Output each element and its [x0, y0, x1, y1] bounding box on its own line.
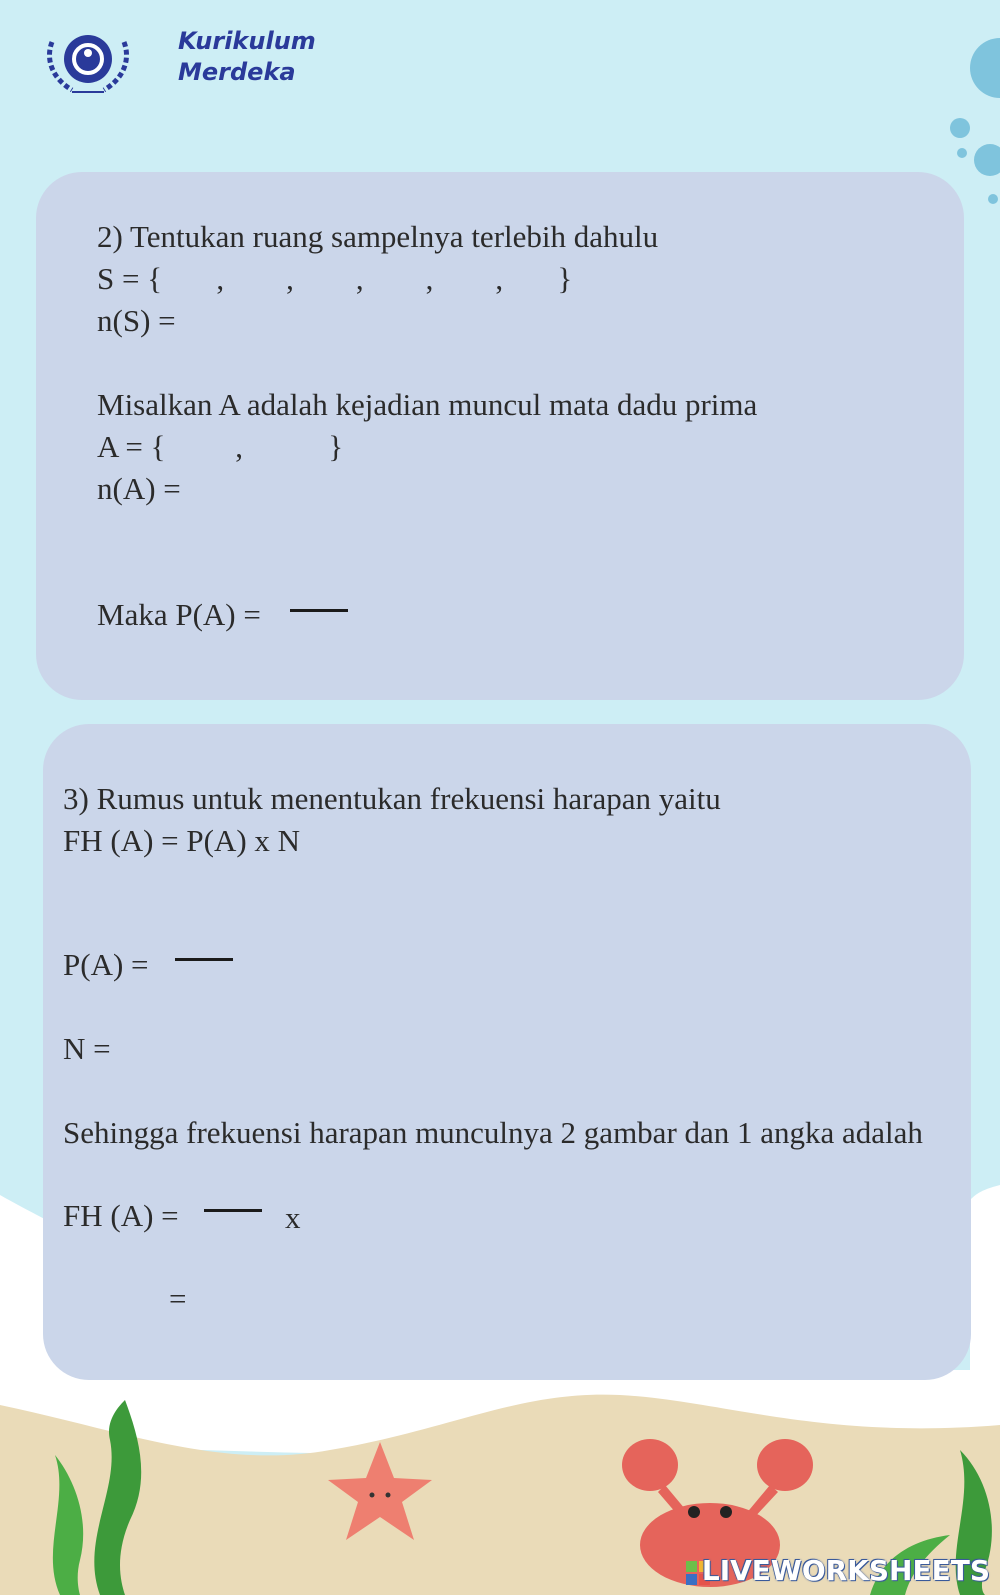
starfish-eye [370, 1493, 375, 1498]
expected-frequency-label: FH (A) = [63, 1198, 179, 1233]
bubble [970, 38, 1000, 98]
event-a-count: n(A) = [97, 471, 181, 506]
bubble [974, 144, 1000, 176]
bubble [988, 194, 998, 204]
event-a-set: A = { , } [97, 429, 344, 464]
liveworksheets-brand[interactable]: LIVEWORKSHEETS [701, 1554, 990, 1587]
question-3-title: 3) Rumus untuk menentukan frekuensi harapan yaitu [63, 781, 721, 816]
probability-a-label: Maka P(A) = [97, 597, 261, 632]
question-3-card [43, 724, 971, 1380]
bubble [950, 118, 970, 138]
question-2-title: 2) Tentukan ruang sampelnya terlebih dahulu [97, 219, 659, 254]
crab-eye [720, 1506, 732, 1518]
logo-line-1: Kurikulum [178, 27, 316, 55]
bubble [957, 148, 967, 158]
n-label: N = [63, 1031, 111, 1066]
starfish-eye [386, 1493, 391, 1498]
event-a-description: Misalkan A adalah kejadian muncul mata dadu prima [97, 387, 758, 422]
logo-text [178, 26, 316, 88]
crab-claw [757, 1439, 813, 1491]
sample-space-count: n(S) = [97, 303, 176, 338]
fraction-bar [175, 958, 233, 961]
equals-sign: = [169, 1281, 187, 1316]
crab-claw [622, 1439, 678, 1491]
logo-line-2: Merdeka [178, 58, 296, 86]
fraction-bar [290, 609, 348, 612]
multiply-sign: x [285, 1200, 301, 1235]
crab-eye [688, 1506, 700, 1518]
question-2-card [36, 172, 964, 700]
probability-a-label: P(A) = [63, 947, 149, 982]
kurikulum-merdeka-logo-icon [42, 22, 134, 98]
fraction-bar [204, 1209, 262, 1212]
conclusion-text: Sehingga frekuensi harapan munculnya 2 gambar dan 1 angka adalah [63, 1115, 923, 1150]
sample-space-set: S = { , , , , , } [97, 261, 573, 296]
expected-frequency-formula: FH (A) = P(A) x N [63, 823, 301, 858]
